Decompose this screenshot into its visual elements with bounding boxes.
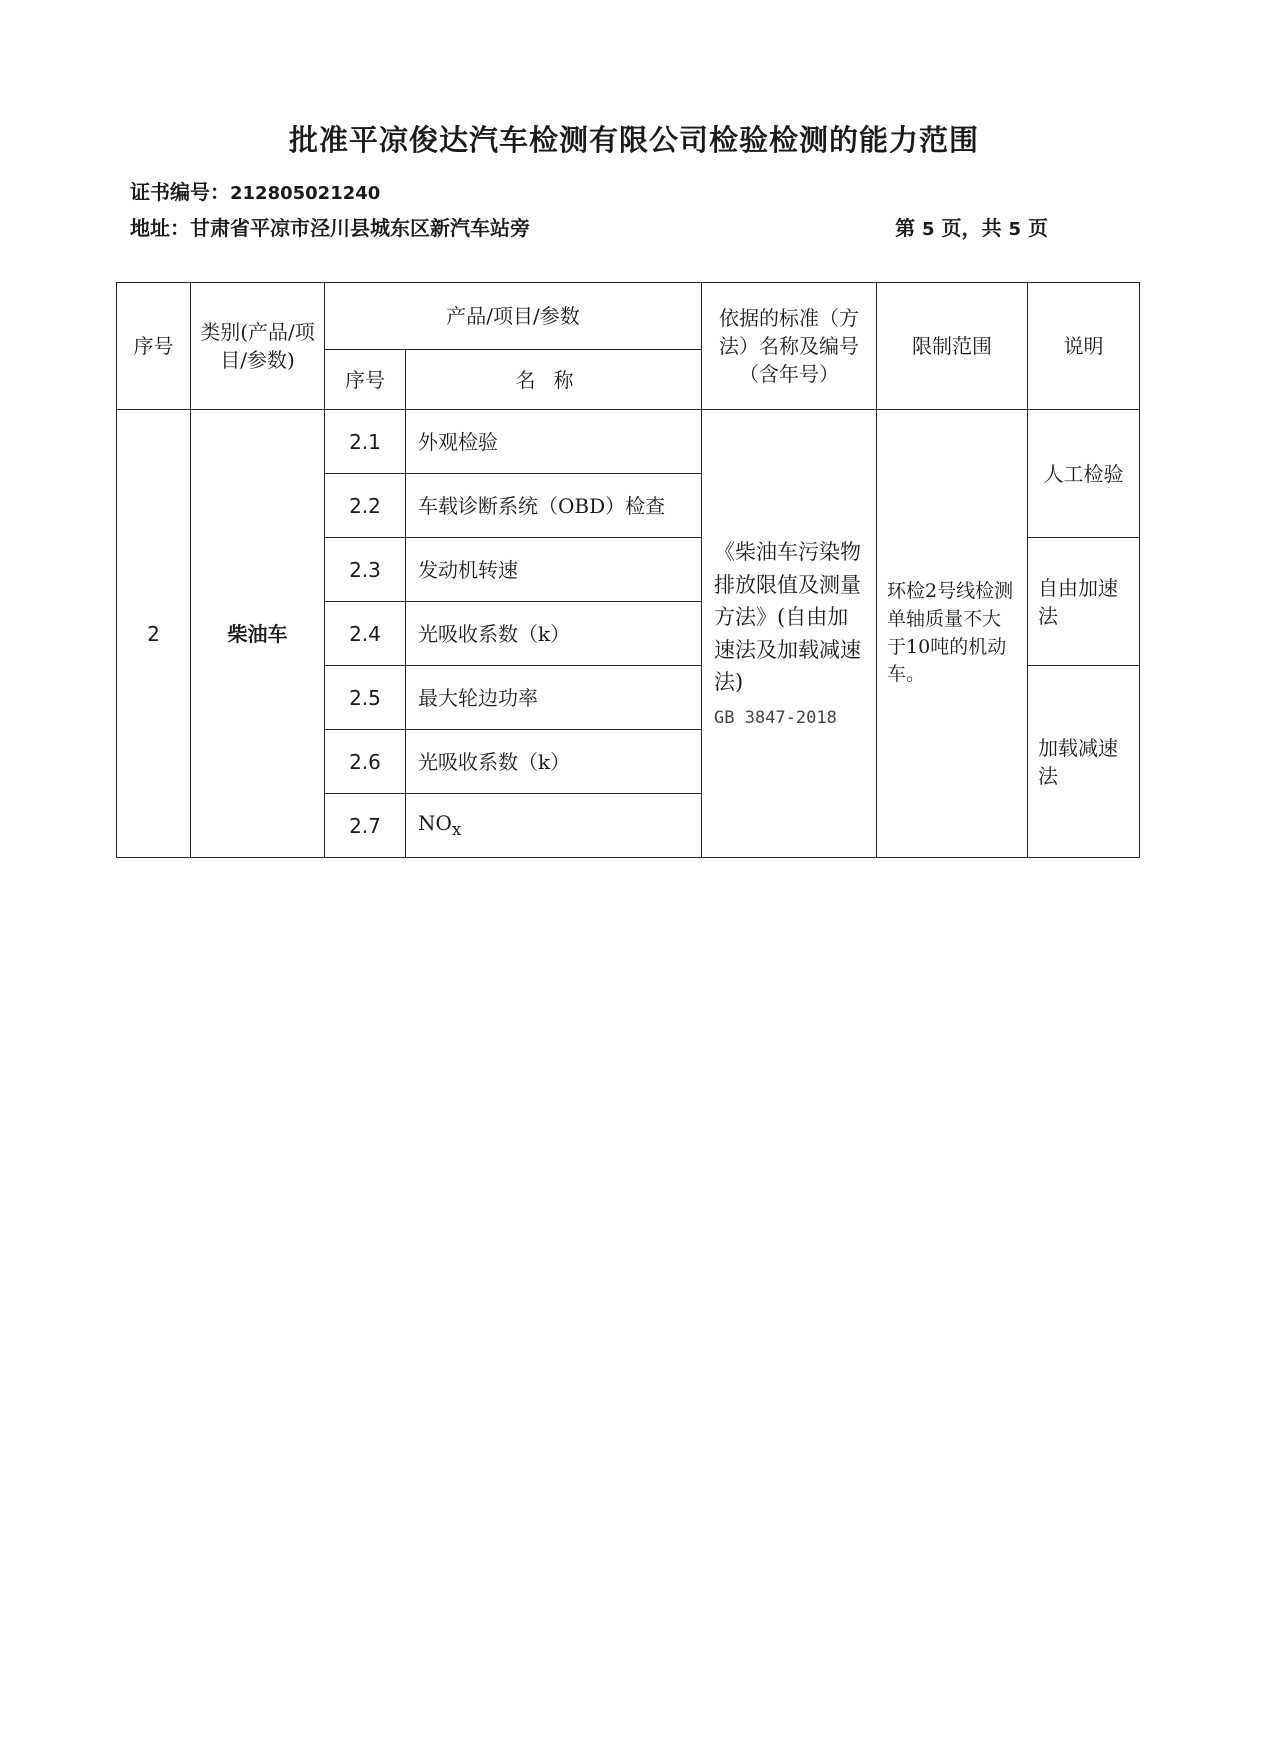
address-label: 地址： xyxy=(130,216,190,240)
certificate-label: 证书编号： xyxy=(130,180,230,204)
header-name: 名称 xyxy=(406,350,702,410)
page-suffix: 页 xyxy=(1028,216,1048,240)
row-name: 车载诊断系统（OBD）检查 xyxy=(406,474,702,538)
document-title: 批准平凉俊达汽车检测有限公司检验检测的能力范围 xyxy=(288,123,979,157)
address-value: 甘肃省平凉市泾川县城东区新汽车站旁 xyxy=(190,216,530,240)
nox-base: NO xyxy=(418,811,452,836)
row-seq: 2.1 xyxy=(325,410,406,474)
row-name: 光吸收系数（k） xyxy=(406,730,702,794)
limit-cell: 环检2号线检测单轴质量不大于10吨的机动车。 xyxy=(877,410,1028,858)
header-row-1 xyxy=(117,283,1140,350)
page-indicator xyxy=(895,212,1048,241)
header-sub-seq: 序号 xyxy=(325,350,406,410)
note-load-decel: 加载减速法 xyxy=(1028,666,1140,858)
standard-name: 《柴油车污染物排放限值及测量方法》(自由加速法及加载减速法) xyxy=(714,539,862,695)
group-seq: 2 xyxy=(117,410,191,858)
row-seq: 2.6 xyxy=(325,730,406,794)
page-middle: 页，共 xyxy=(941,216,1002,240)
header-standard: 依据的标准（方法）名称及编号（含年号） xyxy=(702,283,877,410)
header-note: 说明 xyxy=(1028,283,1140,410)
page-prefix: 第 xyxy=(895,216,916,240)
page-total: 5 xyxy=(1008,219,1022,240)
header-limit: 限制范围 xyxy=(877,283,1028,410)
note-free-accel: 自由加速法 xyxy=(1028,538,1140,666)
address-line xyxy=(130,212,530,241)
header-category: 类别(产品/项目/参数) xyxy=(191,283,325,410)
row-name: 外观检验 xyxy=(406,410,702,474)
header-product: 产品/项目/参数 xyxy=(325,283,702,350)
row-seq: 2.4 xyxy=(325,602,406,666)
standard-code: GB 3847-2018 xyxy=(714,707,837,728)
row-seq: 2.7 xyxy=(325,794,406,858)
certificate-line xyxy=(130,176,380,205)
page-current: 5 xyxy=(922,219,935,240)
row-seq: 2.3 xyxy=(325,538,406,602)
table-row xyxy=(117,410,1140,474)
capability-table xyxy=(116,282,1140,858)
header-seq: 序号 xyxy=(117,283,191,410)
note-manual: 人工检验 xyxy=(1028,410,1140,538)
nox-subscript: x xyxy=(451,820,462,840)
row-name-nox xyxy=(406,794,702,858)
row-name: 光吸收系数（k） xyxy=(406,602,702,666)
row-name: 发动机转速 xyxy=(406,538,702,602)
certificate-number: 212805021240 xyxy=(230,183,381,204)
row-name: 最大轮边功率 xyxy=(406,666,702,730)
row-seq: 2.5 xyxy=(325,666,406,730)
group-category: 柴油车 xyxy=(191,410,325,858)
row-seq: 2.2 xyxy=(325,474,406,538)
standard-cell xyxy=(702,410,877,858)
